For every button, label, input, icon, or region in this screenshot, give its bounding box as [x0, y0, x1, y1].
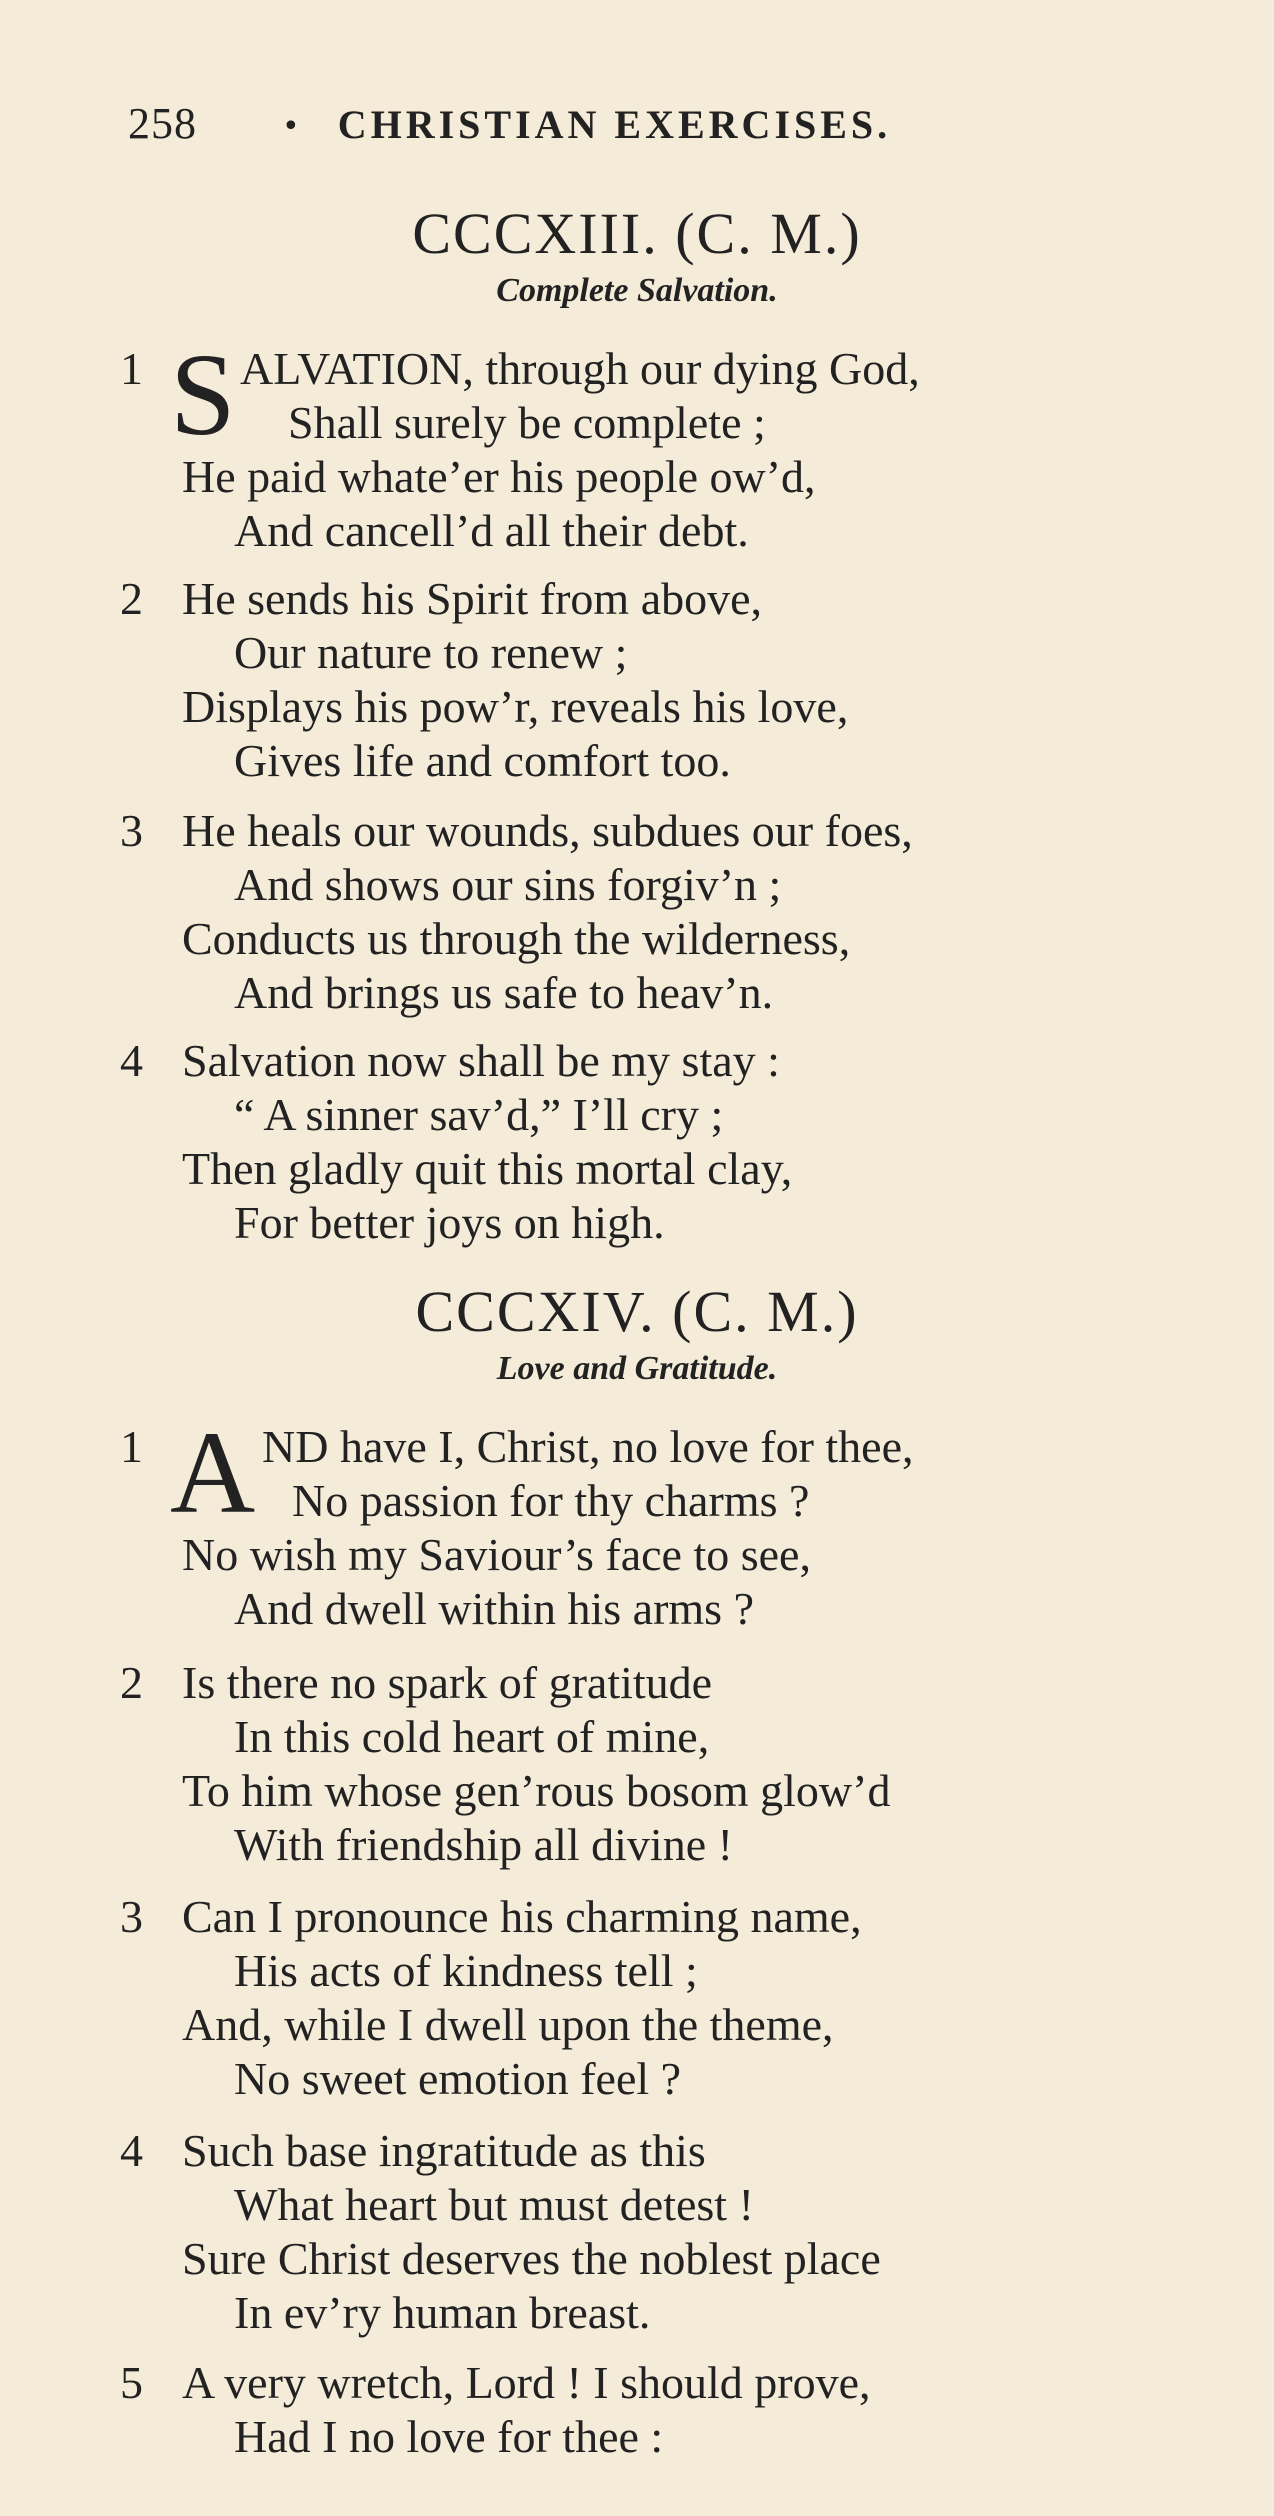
verse-number: 4 — [120, 2125, 143, 2176]
verse-line: Shall surely be complete ; — [288, 397, 766, 448]
verse-line: In this cold heart of mine, — [234, 1711, 710, 1762]
verse-line: ALVATION, through our dying God, — [240, 343, 920, 394]
verse-line: Can I pronounce his charming name, — [182, 1891, 862, 1942]
verse-number: 3 — [120, 1891, 143, 1942]
verse-number: 4 — [120, 1035, 143, 1086]
verse-line: Is there no spark of gratitude — [182, 1657, 713, 1708]
verse-line: Conducts us through the wilderness, — [182, 913, 851, 964]
running-title: CHRISTIAN EXERCISES. — [337, 102, 892, 147]
verse-line: In ev’ry human breast. — [234, 2287, 651, 2338]
verse-line: Gives life and comfort too. — [234, 735, 731, 786]
verse-line: “ A sinner sav’d,” I’ll cry ; — [234, 1089, 724, 1140]
verse-number: 2 — [120, 573, 143, 624]
verse-line: No sweet emotion feel ? — [234, 2053, 682, 2104]
verse-line: A very wretch, Lord ! I should prove, — [182, 2357, 871, 2408]
drop-cap: A — [170, 1407, 256, 1538]
verse-line: His acts of kindness tell ; — [234, 1945, 698, 1996]
hymn-subtitle: Love and Gratitude. — [496, 1350, 778, 1387]
verse-line: And dwell within his arms ? — [234, 1583, 754, 1634]
verse-line: No wish my Saviour’s face to see, — [182, 1529, 811, 1580]
verse-line: Such base ingratitude as this — [182, 2125, 706, 2176]
verse-line: ND have I, Christ, no love for thee, — [262, 1421, 914, 1472]
verse-number: 1 — [120, 343, 143, 394]
verse-line: He sends his Spirit from above, — [182, 573, 763, 624]
hymn-number: CCCXIV. (C. M.) — [415, 1279, 859, 1344]
verse-line: Had I no love for thee : — [234, 2411, 664, 2462]
drop-cap: S — [170, 329, 236, 460]
running-head — [128, 98, 891, 149]
verse-line: And, while I dwell upon the theme, — [182, 1999, 834, 2050]
verse-line: Our nature to renew ; — [234, 627, 628, 678]
verse-line: Displays his pow’r, reveals his love, — [182, 681, 849, 732]
verse-line: He heals our wounds, subdues our foes, — [182, 805, 913, 856]
verse-line: Sure Christ deserves the noblest place — [182, 2233, 881, 2284]
verse-line: With friendship all divine ! — [234, 1819, 733, 1870]
verse-line: Salvation now shall be my stay : — [182, 1035, 780, 1086]
hymn-number: CCCXIII. (C. M.) — [412, 201, 862, 266]
verse-line: Then gladly quit this mortal clay, — [182, 1143, 793, 1194]
verse-line: No passion for thy charms ? — [292, 1475, 810, 1526]
verse-number: 2 — [120, 1657, 143, 1708]
verse-line: For better joys on high. — [234, 1197, 665, 1248]
verse-line: And shows our sins forgiv’n ; — [234, 859, 782, 910]
verse-line: And cancell’d all their debt. — [234, 505, 749, 556]
verse-line: What heart but must detest ! — [234, 2179, 754, 2230]
verse-number: 5 — [120, 2357, 143, 2408]
verse-number: 3 — [120, 805, 143, 856]
page-number: 258 — [128, 99, 197, 148]
verse-number: 1 — [120, 1421, 143, 1472]
verse-line: To him whose gen’rous bosom glow’d — [182, 1765, 891, 1816]
verse-line: He paid whate’er his people ow’d, — [182, 451, 816, 502]
hymn-subtitle: Complete Salvation. — [496, 272, 778, 309]
header-bullet: • — [282, 109, 301, 144]
verse-line: And brings us safe to heav’n. — [234, 967, 774, 1018]
